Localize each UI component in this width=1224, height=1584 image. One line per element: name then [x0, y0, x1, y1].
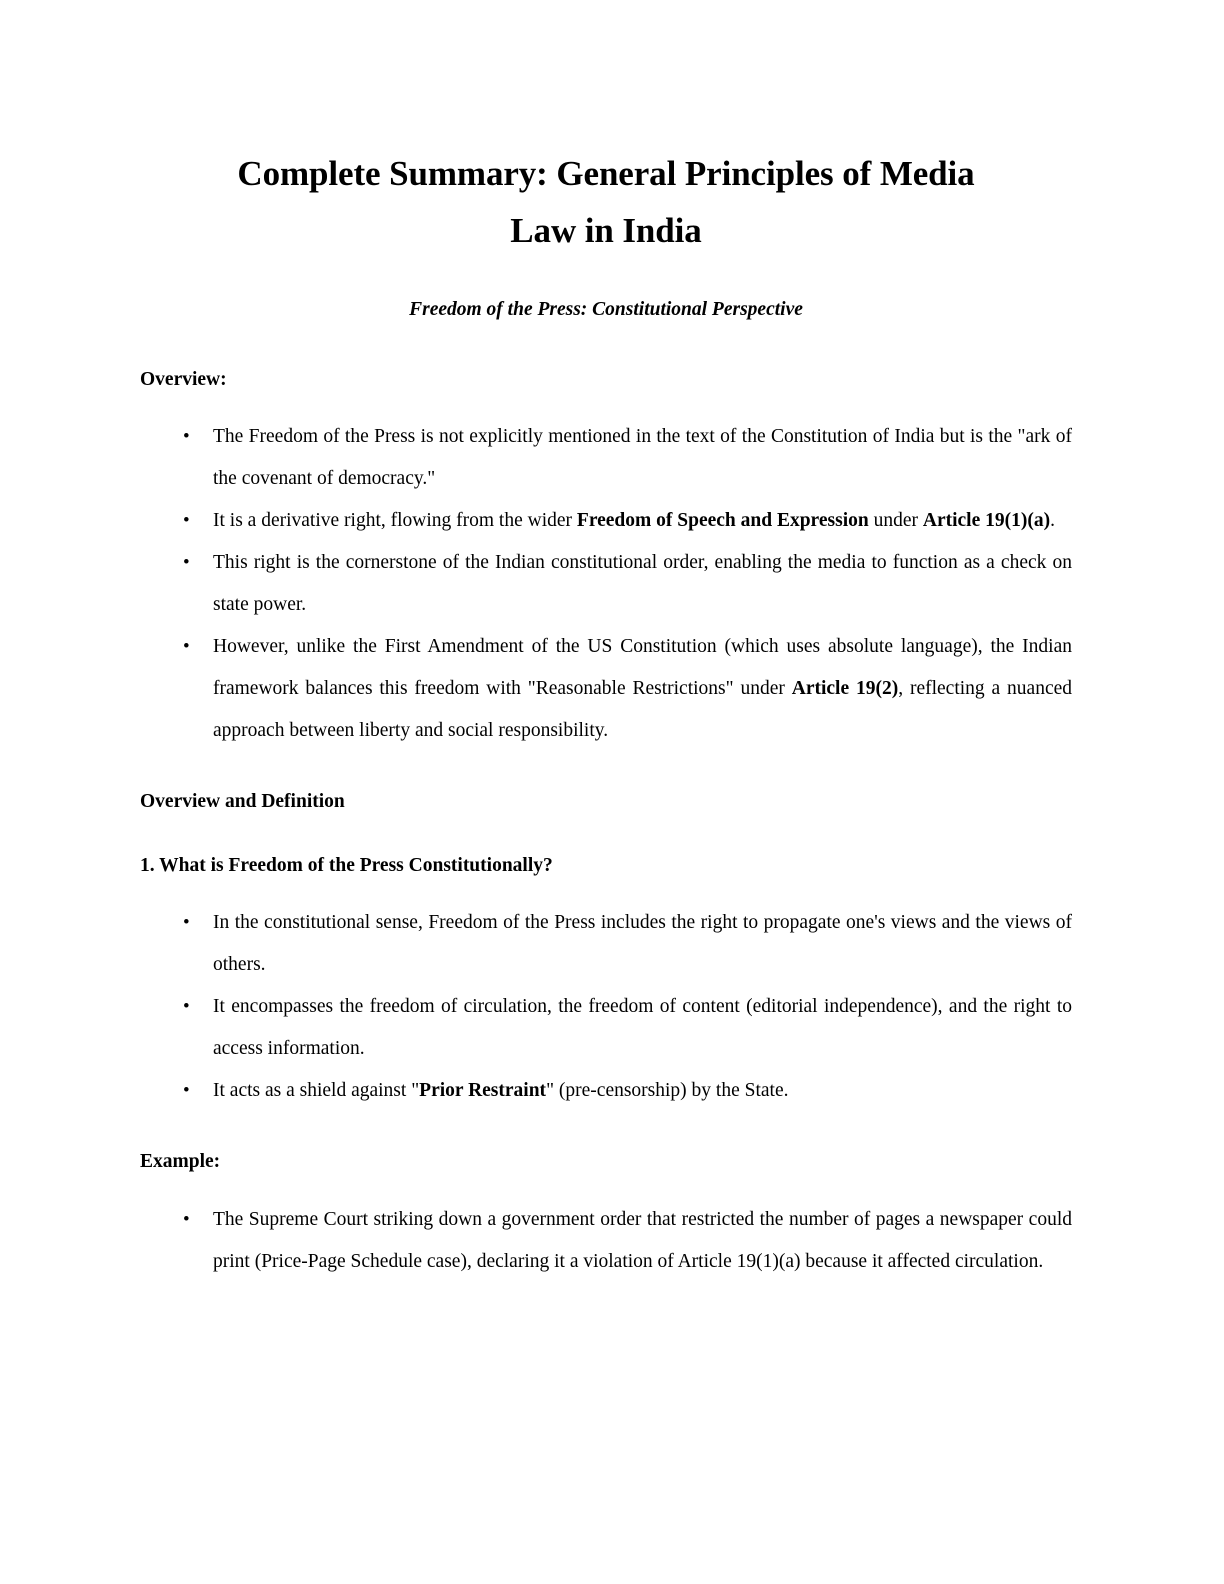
page-title — [140, 146, 1072, 259]
bullet-list — [140, 902, 1072, 1112]
page-title-line-1: Complete Summary: General Principles of Media — [237, 154, 975, 193]
page-title-line-2: Law in India — [510, 210, 702, 250]
emphasis-text: Freedom of Speech and Expression — [576, 509, 869, 531]
sections-container — [140, 366, 1072, 1283]
section-heading: Overview and Definition — [140, 790, 345, 812]
list-item — [140, 626, 1072, 752]
list-item — [140, 500, 1072, 542]
bullet-list — [140, 1199, 1072, 1283]
document-subtitle: Freedom of the Press: Constitutional Perspective — [409, 299, 803, 321]
emphasis-text: Article 19(2) — [791, 677, 899, 699]
body-text: It acts as a shield against " — [213, 1080, 420, 1102]
body-text: It is a derivative right, flowing from the wider — [213, 509, 577, 531]
body-text: , reflecting a nuanced approach between liberty and social responsibility. — [213, 677, 1073, 741]
body-text: The Freedom of the Press is not explicitly mentioned in the text of the Constitution of India but is the "ark of the covenant of democracy." — [213, 425, 1072, 489]
section-heading: Overview: — [140, 368, 227, 390]
body-text: However, unlike the First Amendment of the US Constitution (which uses absolute language), the Indian framework balances this freedom with "Reasonable Restrictions" under — [213, 635, 1072, 699]
list-item — [140, 902, 1072, 986]
list-item — [140, 986, 1072, 1070]
body-text: This right is the cornerstone of the Indian constitutional order, enabling the media to function as a check on state power. — [213, 551, 1072, 615]
body-text: . — [1050, 509, 1055, 531]
emphasis-text: Article 19(1)(a) — [922, 509, 1051, 531]
list-item — [140, 416, 1072, 500]
body-text: In the constitutional sense, Freedom of the Press includes the right to propagate one's views and the views of others. — [213, 912, 1072, 976]
body-text: " (pre-censorship) by the State. — [546, 1080, 789, 1102]
list-item — [140, 542, 1072, 626]
section-heading: Example: — [140, 1151, 221, 1173]
body-text: The Supreme Court striking down a government order that restricted the number of pages a newspaper could print (Price-Page Schedule case), declaring it a violation of Article 19(1)(a) because it affected circulation. — [213, 1208, 1072, 1272]
bullet-list — [140, 416, 1072, 752]
list-item — [140, 1070, 1072, 1112]
body-text: It encompasses the freedom of circulation, the freedom of content (editorial independence), and the right to access information. — [213, 996, 1072, 1060]
emphasis-text: Prior Restraint — [419, 1080, 547, 1102]
document-content — [140, 146, 1072, 1283]
body-text: under — [868, 509, 923, 531]
list-item — [140, 1199, 1072, 1283]
section-heading: 1. What is Freedom of the Press Constitutionally? — [140, 855, 553, 877]
